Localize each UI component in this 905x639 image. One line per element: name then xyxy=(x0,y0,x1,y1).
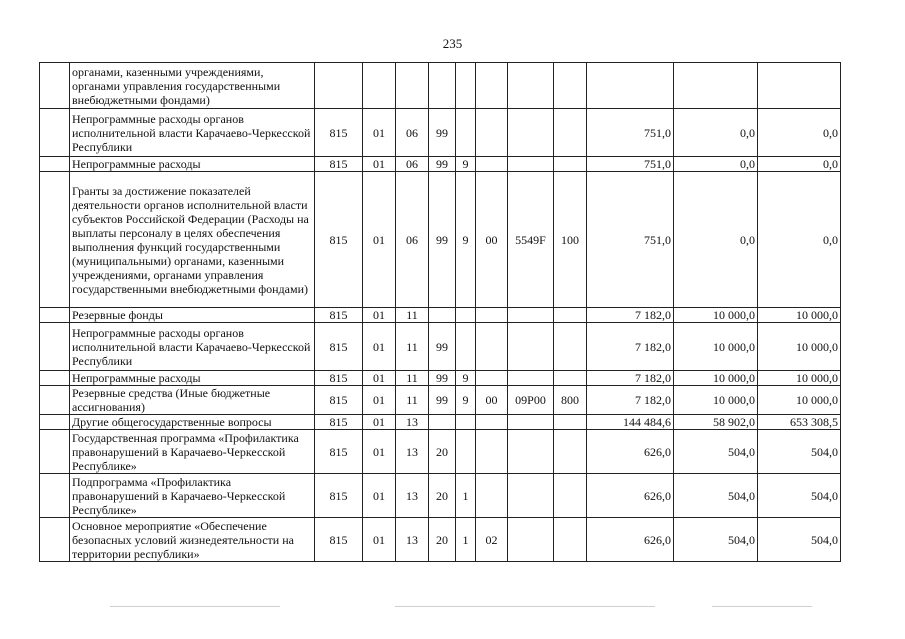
cell-rz: 01 xyxy=(363,386,396,415)
cell-cs2 xyxy=(456,109,476,157)
cell-cs3: 00 xyxy=(476,386,508,415)
cell-cs2 xyxy=(456,323,476,371)
cell-cs1 xyxy=(429,63,456,109)
cell-y2: 0,0 xyxy=(674,172,758,308)
cell-y1 xyxy=(587,63,674,109)
cell-rz: 01 xyxy=(363,474,396,518)
cell-name: Непрограммные расходы xyxy=(70,371,315,386)
cell-pr: 13 xyxy=(396,430,429,474)
cell-y2: 10 000,0 xyxy=(674,308,758,323)
cell-index xyxy=(40,109,70,157)
cell-y3 xyxy=(758,63,841,109)
cell-cs2: 9 xyxy=(456,157,476,172)
cell-index xyxy=(40,308,70,323)
cell-name: Резервные фонды xyxy=(70,308,315,323)
cell-y1: 7 182,0 xyxy=(587,386,674,415)
cell-pr: 11 xyxy=(396,386,429,415)
cell-cs2 xyxy=(456,415,476,430)
cell-name: Подпрограмма «Профилактика правонарушений в Карачаево-Черкесской Республике» xyxy=(70,474,315,518)
cell-cs3: 02 xyxy=(476,518,508,562)
cell-y2: 504,0 xyxy=(674,430,758,474)
cell-cs2 xyxy=(456,63,476,109)
cell-adm: 815 xyxy=(315,172,363,308)
cell-adm: 815 xyxy=(315,157,363,172)
cell-rz: 01 xyxy=(363,415,396,430)
cell-cs4: 09Р00 xyxy=(508,386,554,415)
table-row xyxy=(40,308,841,323)
cell-cs4 xyxy=(508,323,554,371)
cell-adm: 815 xyxy=(315,371,363,386)
cell-y2: 504,0 xyxy=(674,518,758,562)
cell-name: Государственная программа «Профилактика правонарушений в Карачаево-Черкесской Республике» xyxy=(70,430,315,474)
table-row xyxy=(40,415,841,430)
scan-artifact-line xyxy=(110,606,280,607)
cell-y1: 751,0 xyxy=(587,172,674,308)
cell-rz: 01 xyxy=(363,109,396,157)
scan-artifact-line xyxy=(395,606,655,607)
cell-vr xyxy=(554,371,587,386)
cell-index xyxy=(40,474,70,518)
cell-adm: 815 xyxy=(315,415,363,430)
cell-y2: 504,0 xyxy=(674,474,758,518)
cell-index xyxy=(40,386,70,415)
cell-cs3 xyxy=(476,109,508,157)
cell-index xyxy=(40,323,70,371)
cell-cs1: 99 xyxy=(429,323,456,371)
cell-vr xyxy=(554,157,587,172)
cell-cs2 xyxy=(456,430,476,474)
cell-name: Основное мероприятие «Обеспечение безопасных условий жизнедеятельности на территории республики» xyxy=(70,518,315,562)
cell-cs2: 1 xyxy=(456,518,476,562)
cell-cs2: 9 xyxy=(456,386,476,415)
cell-pr xyxy=(396,63,429,109)
cell-y1: 7 182,0 xyxy=(587,371,674,386)
cell-y3: 504,0 xyxy=(758,474,841,518)
table-row xyxy=(40,172,841,308)
budget-table xyxy=(39,62,841,562)
cell-y3: 0,0 xyxy=(758,157,841,172)
cell-index xyxy=(40,430,70,474)
cell-vr xyxy=(554,323,587,371)
cell-y3: 10 000,0 xyxy=(758,308,841,323)
cell-vr xyxy=(554,415,587,430)
cell-name: Непрограммные расходы xyxy=(70,157,315,172)
cell-y1: 626,0 xyxy=(587,430,674,474)
cell-cs3 xyxy=(476,157,508,172)
cell-cs3 xyxy=(476,63,508,109)
cell-y3: 10 000,0 xyxy=(758,323,841,371)
cell-cs1: 20 xyxy=(429,430,456,474)
cell-index xyxy=(40,157,70,172)
cell-cs3 xyxy=(476,415,508,430)
cell-cs1: 99 xyxy=(429,109,456,157)
cell-y3: 10 000,0 xyxy=(758,386,841,415)
cell-y3: 0,0 xyxy=(758,172,841,308)
cell-rz: 01 xyxy=(363,430,396,474)
cell-rz: 01 xyxy=(363,323,396,371)
cell-name: Резервные средства (Иные бюджетные ассигнования) xyxy=(70,386,315,415)
cell-cs3 xyxy=(476,474,508,518)
cell-pr: 11 xyxy=(396,308,429,323)
cell-cs3 xyxy=(476,430,508,474)
cell-cs3: 00 xyxy=(476,172,508,308)
cell-cs4 xyxy=(508,109,554,157)
cell-cs4 xyxy=(508,430,554,474)
cell-cs4 xyxy=(508,371,554,386)
table-row xyxy=(40,157,841,172)
cell-adm: 815 xyxy=(315,430,363,474)
cell-pr: 13 xyxy=(396,415,429,430)
cell-y1: 626,0 xyxy=(587,518,674,562)
cell-cs3 xyxy=(476,323,508,371)
cell-cs1 xyxy=(429,415,456,430)
cell-cs4 xyxy=(508,308,554,323)
cell-adm: 815 xyxy=(315,518,363,562)
cell-index xyxy=(40,415,70,430)
cell-name: Гранты за достижение показателей деятельности органов исполнительной власти субъектов Российской Федерации (Расходы на выплаты персоналу в целях обеспечения выполнения функций государственными (муниципальными) органами, казенными учреждениями, органами управления государственными внебюджетными фондами) xyxy=(70,172,315,308)
cell-name: органами, казенными учреждениями, органами управления государственными внебюджетными фондами) xyxy=(70,63,315,109)
cell-y2: 0,0 xyxy=(674,109,758,157)
cell-pr: 13 xyxy=(396,474,429,518)
cell-vr xyxy=(554,308,587,323)
cell-vr xyxy=(554,109,587,157)
cell-cs3 xyxy=(476,308,508,323)
cell-y1: 144 484,6 xyxy=(587,415,674,430)
cell-rz: 01 xyxy=(363,308,396,323)
cell-pr: 13 xyxy=(396,518,429,562)
cell-y3: 504,0 xyxy=(758,518,841,562)
cell-cs1: 20 xyxy=(429,518,456,562)
cell-y3: 653 308,5 xyxy=(758,415,841,430)
cell-y3: 10 000,0 xyxy=(758,371,841,386)
cell-cs1: 99 xyxy=(429,386,456,415)
cell-pr: 11 xyxy=(396,323,429,371)
cell-cs1: 99 xyxy=(429,157,456,172)
cell-cs2: 9 xyxy=(456,371,476,386)
page-number: 235 xyxy=(442,36,463,51)
cell-vr: 100 xyxy=(554,172,587,308)
cell-vr xyxy=(554,518,587,562)
table-row xyxy=(40,323,841,371)
cell-adm: 815 xyxy=(315,109,363,157)
cell-cs4 xyxy=(508,518,554,562)
cell-pr: 06 xyxy=(396,109,429,157)
cell-pr: 11 xyxy=(396,371,429,386)
cell-cs4 xyxy=(508,63,554,109)
cell-name: Другие общегосударственные вопросы xyxy=(70,415,315,430)
table-row xyxy=(40,371,841,386)
cell-rz: 01 xyxy=(363,172,396,308)
cell-adm: 815 xyxy=(315,474,363,518)
cell-rz: 01 xyxy=(363,157,396,172)
cell-cs1: 99 xyxy=(429,371,456,386)
table-body xyxy=(40,63,841,562)
cell-adm: 815 xyxy=(315,386,363,415)
cell-pr: 06 xyxy=(396,157,429,172)
cell-vr xyxy=(554,474,587,518)
cell-pr: 06 xyxy=(396,172,429,308)
table-row xyxy=(40,63,841,109)
cell-y1: 751,0 xyxy=(587,109,674,157)
cell-cs1: 20 xyxy=(429,474,456,518)
cell-y2: 10 000,0 xyxy=(674,386,758,415)
cell-cs2: 1 xyxy=(456,474,476,518)
cell-y3: 504,0 xyxy=(758,430,841,474)
cell-y1: 7 182,0 xyxy=(587,308,674,323)
cell-y2: 10 000,0 xyxy=(674,371,758,386)
table-row xyxy=(40,518,841,562)
cell-vr xyxy=(554,63,587,109)
cell-index xyxy=(40,172,70,308)
cell-cs1: 99 xyxy=(429,172,456,308)
cell-adm: 815 xyxy=(315,308,363,323)
cell-y2: 0,0 xyxy=(674,157,758,172)
cell-y2: 10 000,0 xyxy=(674,323,758,371)
cell-name: Непрограммные расходы органов исполнительной власти Карачаево-Черкесской Республики xyxy=(70,109,315,157)
cell-cs4 xyxy=(508,474,554,518)
table-row xyxy=(40,386,841,415)
table-row xyxy=(40,109,841,157)
cell-cs4: 5549F xyxy=(508,172,554,308)
cell-cs1 xyxy=(429,308,456,323)
cell-y1: 7 182,0 xyxy=(587,323,674,371)
cell-index xyxy=(40,63,70,109)
cell-cs2 xyxy=(456,308,476,323)
cell-name: Непрограммные расходы органов исполнительной власти Карачаево-Черкесской Республики xyxy=(70,323,315,371)
cell-y2: 58 902,0 xyxy=(674,415,758,430)
cell-y1: 626,0 xyxy=(587,474,674,518)
cell-vr xyxy=(554,430,587,474)
cell-cs3 xyxy=(476,371,508,386)
cell-index xyxy=(40,518,70,562)
cell-rz: 01 xyxy=(363,371,396,386)
cell-cs2: 9 xyxy=(456,172,476,308)
cell-y2 xyxy=(674,63,758,109)
cell-rz: 01 xyxy=(363,518,396,562)
table-row xyxy=(40,430,841,474)
cell-cs4 xyxy=(508,415,554,430)
cell-cs4 xyxy=(508,157,554,172)
cell-y1: 751,0 xyxy=(587,157,674,172)
cell-rz xyxy=(363,63,396,109)
cell-vr: 800 xyxy=(554,386,587,415)
cell-adm: 815 xyxy=(315,323,363,371)
cell-index xyxy=(40,371,70,386)
table-row xyxy=(40,474,841,518)
cell-y3: 0,0 xyxy=(758,109,841,157)
scan-artifact-line xyxy=(712,606,812,607)
cell-adm xyxy=(315,63,363,109)
